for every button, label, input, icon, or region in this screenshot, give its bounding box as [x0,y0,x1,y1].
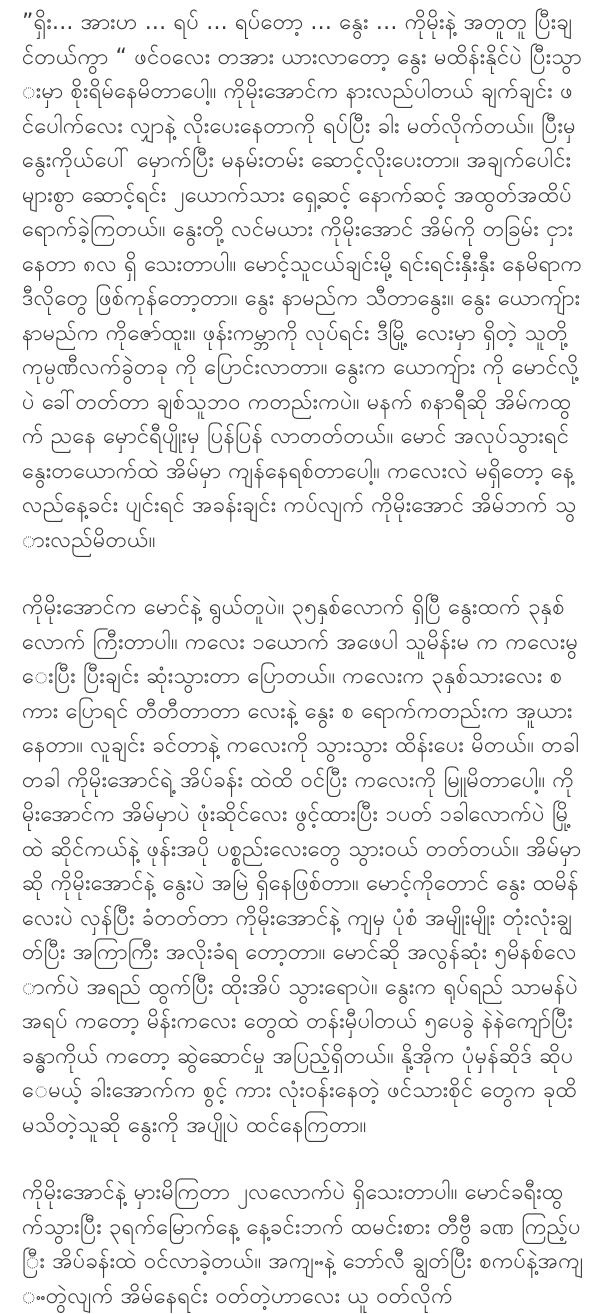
story-paragraph-3: ကိုမိုးအောင်နဲ့ မှားမိကြတာ ၂လလောက်ပဲ ရှိသေးတာပါ။ မောင်ခရီးထွက်သွားပြီး ၃ရက်မြောက်နေ့ နေ့ခင်းဘက် ထမင်းစား တီဗွီ ခဏ ကြည့်ပြီး အိပ်ခန်းထဲ ဝင်လာခဲ့တယ်။ အကျႌနဲ့ ဘော်လီ ချွတ်ပြီး စကပ်နဲ့အကျႌတွဲလျက် အိမ်နေရင်း ဝတ်တဲ့ဟာလေး ယူ ဝတ်လိုက် [22,1180,584,1309]
story-paragraph-2: ကိုမိုးအောင်က မောင်နဲ့ ရွယ်တူပဲ။ ၃၅နှစ်လောက် ရှိပြီ နွေးထက် ၃နှစ်လောက် ကြီးတာပါ။ ကလေး ၁ယောက် အဖေပါ သူမိန်းမ က ကလေးမွေးပြီး ပြီးချင်း ဆုံးသွားတာ ပြောတယ်။ ကလေးက ၃နှစ်သားလေး စကား ပြောရင် တီတီတာတာ လေးနဲ့ နွေး စ ရောက်ကတည်းက အူယား နေတာ။ လူချင်း ခင်တာနဲ့ ကလေးကို သွားသွား ထိန်းပေး မိတယ်။ တခါတခါ ကိုမိုးအောင်ရဲ့ အိပ်ခန်း ထဲထိ ဝင်ပြီး ကလေးကို မြူမိတာပေါ့။ ကိုမိုးအောင်က အိမ်မှာပဲ ဖုံးဆိုင်လေး ဖွင့်ထားပြီး ၁ပတ် ၁ခါလောက်ပဲ မြို့ထဲ ဆိုင်ကယ်နဲ့ ဖုန်းအပို ပစ္စည်းလေးတွေ သွားဝယ် တတ်တယ်။ အိမ်မှာဆို ကိုမိုးအောင်နဲ့ နွေးပဲ အမြဲ ရှိနေဖြစ်တာ။ မောင့်ကိုတောင် နွေး ထမိန် လေးပဲ လှန်ပြီး ခံတတ်တာ ကိုမိုးအောင်နဲ့ ကျမှ ပုံစံ အမျိုးမျိုး တုံးလုံးချွတ်ပြီး အကြာကြီး အလိုးခံရ တော့တာ။ မောင်ဆို အလွန်ဆုံး ၅မိနစ်လောက်ပဲ အရည် ထွက်ပြီး ထိုးအိပ် သွားရောပဲ။ နွေးက ရုပ်ရည် သာမန်ပဲ အရပ် ကတော့ မိန်းကလေး တွေထဲ တန်းမှီပါတယ် ၅ပေခွဲ နဲနဲကျော်ပြီး ခန္ဓာကိုယ် ကတော့ ဆွဲဆောင်မှု အပြည့်ရှိတယ်။ နို့အိုက ပုံမှန်ဆိုဒ် ဆိုပေမယ့် ခါးအောက်က စွင့် ကား လုံးဝန်းနေတဲ့ ဖင်သားစိုင် တွေက ခုထိ မသိတဲ့သူဆို နွေးကို အပျိုပဲ ထင်နေကြတာ။ [22,595,582,1138]
story-paragraph-1: ”ရှိး... အားဟ ... ရပ် ... ရပ်တော့ ... နွေး ... ကိုမိုးနဲ့ အတူတူ ပြီးချင်တယ်ကွာ “ ဖင်ဝလေး တအား ယားလာတော့ နွေး မထိန်းနိုင်ပဲ ပြီးသွားမှာ စိုးရိမ်နေမိတာပေါ့။ ကိုမိုးအောင်က နားလည်ပါတယ် ချက်ချင်း ဖင်ပေါက်လေး လျှာနဲ့ လိုးပေးနေတာကို ရပ်ပြီး ခါး မတ်လိုက်တယ်။ ပြီးမှ နွေးကိုယ်ပေါ် မှောက်ပြီး မနမ်းတမ်း ဆောင့်လိုးပေးတာ။ အချက်ပေါင်း များစွာ ဆောင့်ရင်း ၂ယောက်သား ရှေ့ဆင့် နောက်ဆင့် အထွတ်အထိပ် ရောက်ခဲ့ကြတယ်။ နွေးတို့ လင်မယား ကိုမိုးအောင် အိမ်ကို တခြမ်း ငှားနေတာ ၈လ ရှိ သေးတာပါ။ မောင့်သူငယ်ချင်းမို့ ရင်းရင်းနှီးနှီး နေမိရာက ဒီလိုတွေ ဖြစ်ကုန်တော့တာ။ နွေး နာမည်က သီတာနွေး။ နွေး ယောကျ်ား နာမည်က ကိုဇော်ထူး။ ဖုန်းကမ္ဘာကို လုပ်ရင်း ဒီမြို့ လေးမှာ ရှိတဲ့ သူတို့ ကုမ္ပဏီလက်ခွဲတခု ကို ပြောင်းလာတာ။ နွေးက ယောကျ်ား ကို မောင်လို့ပဲ ခေါ်တတ်တာ ချစ်သူဘဝ ကတည်းကပဲ။ မနက် ၈နာရီဆို အိမ်ကထွက် ညနေ မှောင်ရီပျိုးမှ ပြန်ပြန် လာတတ်တယ်။ မောင် အလုပ်သွားရင် နွေးတယောက်ထဲ အိမ်မှာ ကျန်နေရစ်တာပေါ့။ ကလေးလဲ မရှိတော့ နေ့လည်နေ့ခင်း ပျင်းရင် အခန်းချင်း ကပ်လျက် ကိုမိုးအောင် အိမ်ဘက် သွားလည်မိတယ်။ [22,10,583,553]
